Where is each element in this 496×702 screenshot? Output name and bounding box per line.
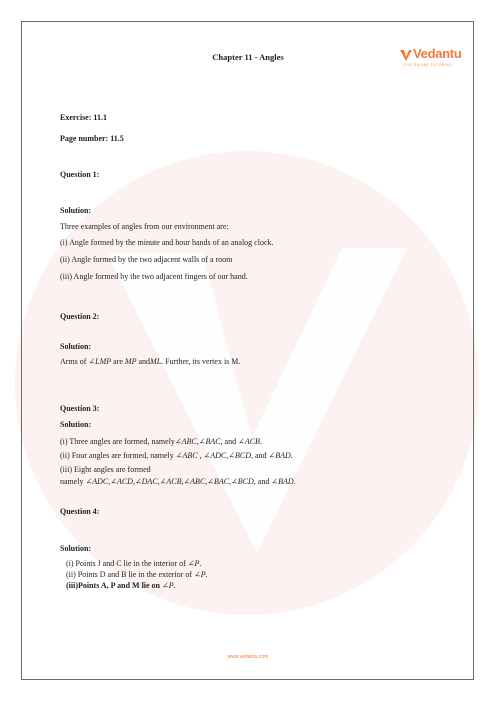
q1-solution-label: Solution: <box>60 206 92 215</box>
q3-line-4-math-2: ∠BAD <box>271 477 294 486</box>
q4-line-3-math: ∠P <box>162 581 174 590</box>
q4-line-2-end: . <box>205 570 208 579</box>
q1-line-3: (ii) Angle formed by the two adjacent walls of a room <box>60 255 233 264</box>
q3-line-2-text: (ii) Four angles are formed, namely <box>60 451 174 460</box>
exercise-label: Exercise: 11.1 <box>60 113 107 122</box>
q3-line-1-text: (i) Three angles are formed, namely <box>60 437 175 446</box>
q4-line-1-text: (i) Points J and C lie in the interior of <box>66 559 186 568</box>
q2-angle: ∠LMP <box>88 357 112 366</box>
q2-text-prefix: Arms of <box>60 357 87 366</box>
q1-line-4: (iii) Angle formed by the two adjacent fingers of our hand. <box>60 272 248 281</box>
q4-line-3 <box>66 581 176 591</box>
q2-solution-label: Solution: <box>60 342 92 351</box>
q4-line-1-math: ∠P <box>187 559 200 568</box>
q3-line-1-end: . <box>259 437 262 446</box>
question-2-label: Question 2: <box>60 312 100 321</box>
q2-answer-line <box>60 357 240 367</box>
q3-line-1-and: and <box>224 437 237 446</box>
q4-line-2-math: ∠P <box>193 570 206 579</box>
question-4-label: Question 4: <box>60 507 100 516</box>
q3-line-3: (iii) Eight angles are formed <box>60 465 151 474</box>
q2-text-suffix: . Further, its vertex is M. <box>161 357 241 366</box>
q4-line-3-end: . <box>173 581 176 590</box>
page-number-label: Page number: 11.5 <box>60 134 124 143</box>
question-1-label: Question 1: <box>60 170 100 179</box>
q1-line-1: Three examples of angles from our environment are: <box>60 222 229 231</box>
q3-line-4 <box>60 477 296 487</box>
q4-solution-label: Solution: <box>60 544 92 553</box>
q3-line-4-and: and <box>257 477 270 486</box>
q4-line-1 <box>66 559 201 569</box>
vedantu-v-icon <box>399 48 413 62</box>
vedantu-logo <box>399 46 462 70</box>
question-3-label: Question 3: <box>60 404 100 413</box>
q4-line-2-text: (ii) Points D and B lie in the exterior of <box>66 570 192 579</box>
q3-line-1-math: ∠ABC,∠BAC, <box>174 437 223 446</box>
q3-solution-label: Solution: <box>60 420 92 429</box>
q3-line-2 <box>60 451 293 461</box>
q3-line-1 <box>60 437 262 447</box>
q4-line-2 <box>66 570 208 580</box>
logo-text: Vedantu <box>413 46 462 61</box>
q3-line-4-math: ∠ADC,∠ACD,∠DAC,∠ACB,∠ABC,∠BAC,∠BCD, <box>85 477 256 486</box>
q3-line-4-end: . <box>293 477 296 486</box>
q2-text-and: and <box>138 357 151 366</box>
q2-arm-2: ML <box>150 357 162 366</box>
q2-text-mid: are <box>113 357 123 366</box>
chapter-title: Chapter 11 - Angles <box>212 52 284 62</box>
q3-line-1-math-2: ∠ACB <box>238 437 260 446</box>
q1-line-2: (i) Angle formed by the minute and hour hands of an analog clock. <box>60 238 274 247</box>
q3-line-4-text: namely <box>60 477 84 486</box>
q3-line-2-end: . <box>290 451 293 460</box>
q3-line-2-math: ∠ABC , ∠ADC,∠BCD, <box>175 451 253 460</box>
logo-tagline: LIVE ONLINE TUTORING <box>403 63 453 67</box>
q3-line-2-math-2: ∠BAD <box>268 451 291 460</box>
q2-arm-1: MP <box>124 357 137 366</box>
q3-line-2-and: and <box>254 451 267 460</box>
q4-line-1-end: . <box>199 559 202 568</box>
footer-website-link[interactable]: www.vedantu.com <box>227 654 269 660</box>
q4-line-3-text: (iii)Points A, P and M lie on <box>66 581 161 590</box>
